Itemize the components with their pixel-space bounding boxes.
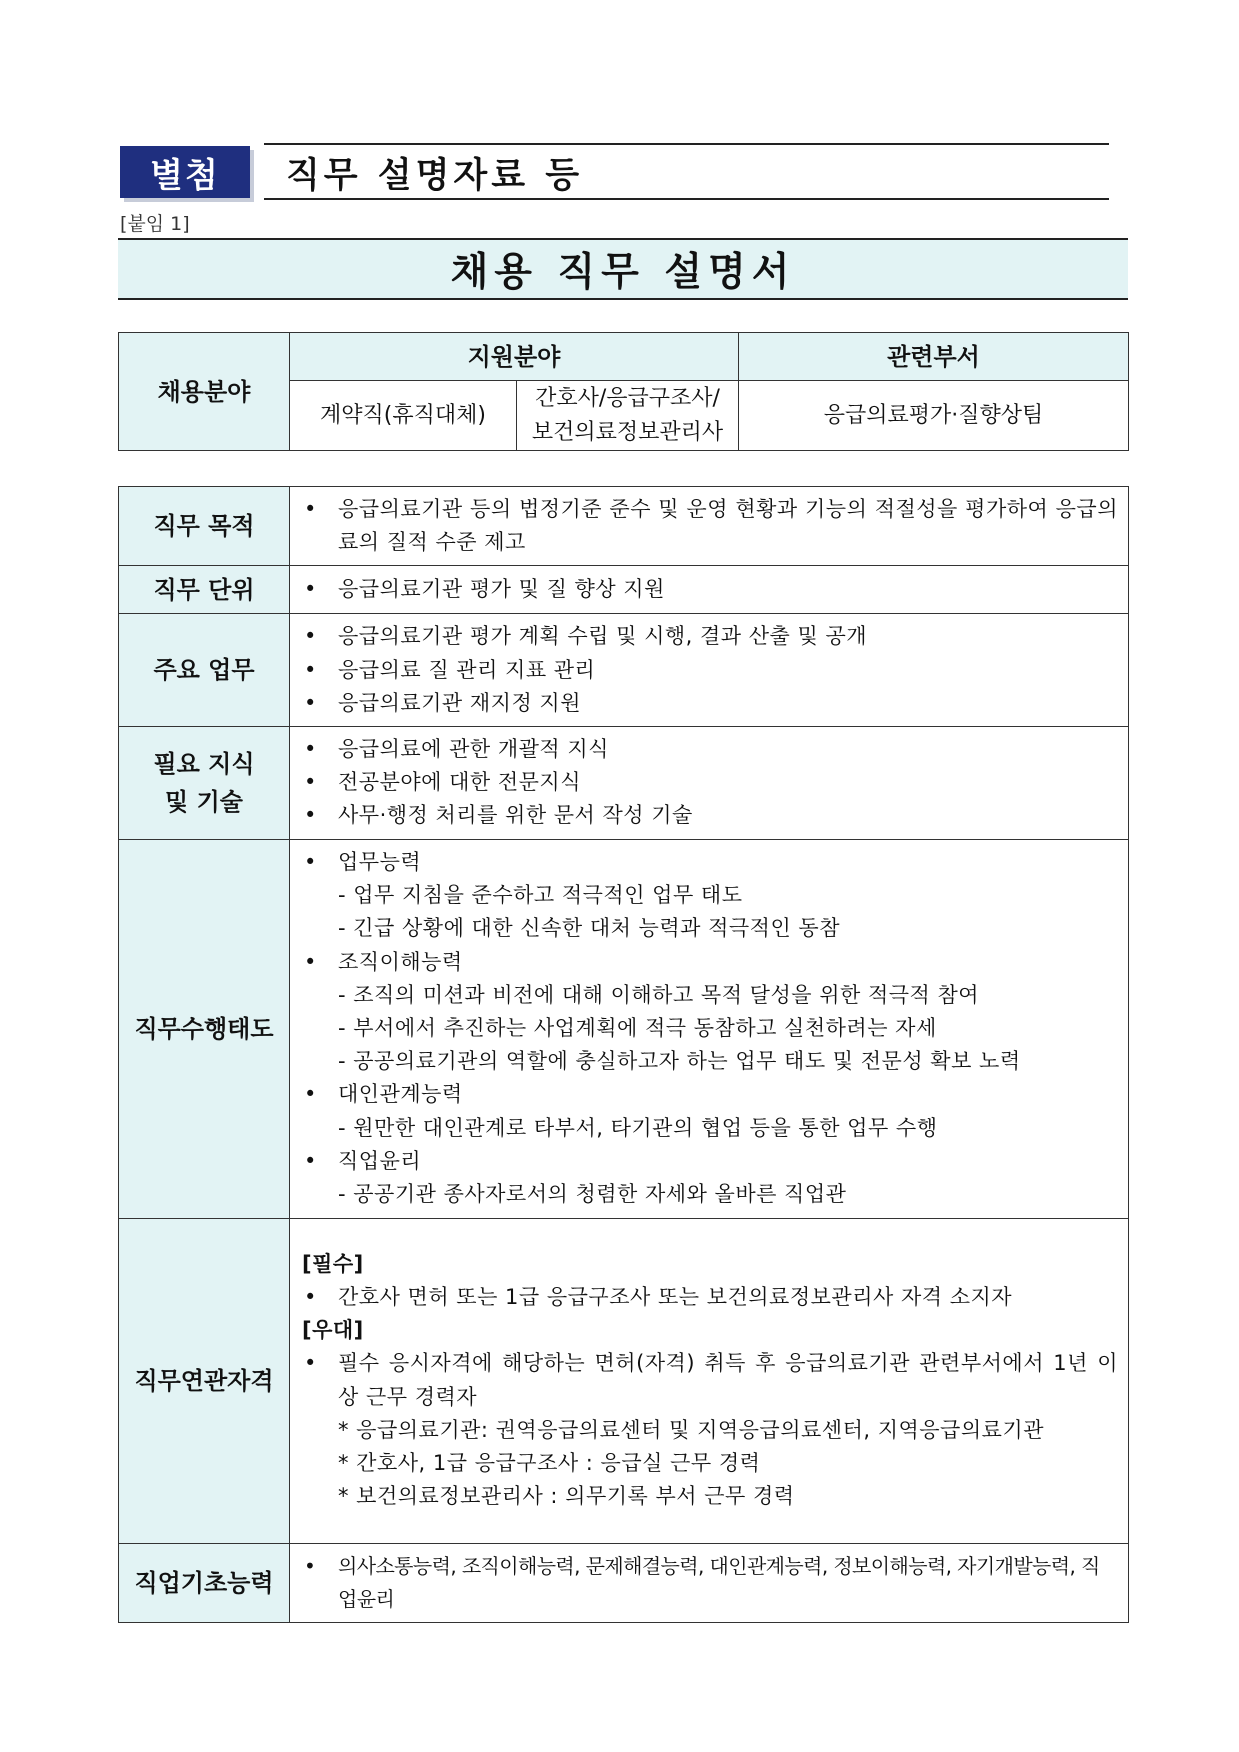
duty-item: • 응급의료기관 평가 계획 수립 및 시행, 결과 산출 및 공개: [302, 620, 1118, 653]
attitude-group-title: • 조직이해능력: [302, 946, 1118, 979]
attitude-sub-item: - 업무 지침을 준수하고 적극적인 업무 태도: [338, 883, 743, 908]
attachment-badge: 별첨: [120, 146, 250, 198]
job-field-line1: 간호사/응급구조사/: [535, 385, 720, 411]
preferred-item: • 필수 응시자격에 해당하는 면허(자격) 취득 후 응급의료기관 관련부서에서 1년 이상 근무 경력자: [302, 1347, 1118, 1413]
row-purpose: [119, 487, 1129, 566]
qualification-label: 직무연관자격: [119, 1218, 290, 1543]
knowledge-item: • 사무·행정 처리를 위한 문서 작성 기술: [302, 799, 1118, 832]
basic-competency-label: 직업기초능력: [119, 1543, 290, 1622]
purpose-text: • 응급의료기관 등의 법정기준 준수 및 운영 현황과 기능의 적절성을 평가하여 응급의료의 질적 수준 제고: [302, 493, 1118, 559]
qualification-note: * 응급의료기관: 권역응급의료센터 및 지역응급의료센터, 지역응급의료기관: [338, 1417, 1044, 1442]
knowledge-item: • 전공분야에 대한 전문지식: [302, 766, 1118, 799]
attitude-sub-item: - 공공의료기관의 역할에 충실하고자 하는 업무 태도 및 전문성 확보 노력: [338, 1049, 1021, 1074]
attitude-sub-item: - 공공기관 종사자로서의 청렴한 자세와 올바른 직업관: [338, 1182, 847, 1207]
basic-competency-text: • 의사소통능력, 조직이해능력, 문제해결능력, 대인관계능력, 정보이해능력, 자기개발능력, 직업윤리: [302, 1550, 1118, 1616]
department-value: 응급의료평가·질향상팀: [739, 381, 1129, 451]
job-field-line2: 보건의료정보관리사: [531, 419, 724, 445]
duties-label: 주요 업무: [119, 614, 290, 727]
section-title: 직무 설명자료 등: [286, 156, 584, 196]
required-heading: [필수]: [302, 1251, 364, 1276]
attitude-sub-item: - 조직의 미션과 비전에 대해 이해하고 목적 달성을 위한 적극적 참여: [338, 982, 980, 1007]
job-description-table: [118, 486, 1129, 1623]
field-header: 지원분야: [290, 333, 739, 381]
qualification-note: * 보건의료정보관리사 : 의무기록 부서 근무 경력: [338, 1484, 795, 1509]
department-header: 관련부서: [739, 333, 1129, 381]
attitude-group-title: • 대인관계능력: [302, 1078, 1118, 1111]
attitude-sub-item: - 긴급 상황에 대한 신속한 대처 능력과 적극적인 동참: [338, 916, 840, 941]
qualification-note: * 간호사, 1급 응급구조사 : 응급실 근무 경력: [338, 1451, 761, 1476]
knowledge-label-line2: 및 기술: [165, 787, 243, 816]
unit-text: • 응급의료기관 평가 및 질 향상 지원: [302, 573, 1118, 606]
attitude-sub-item: - 부서에서 추진하는 사업계획에 적극 동참하고 실천하려는 자세: [338, 1016, 937, 1041]
document-title: 채용 직무 설명서: [118, 238, 1128, 300]
attitude-group-title: • 업무능력: [302, 846, 1118, 879]
header-rule-bottom: [264, 198, 1109, 200]
row-qualification: [119, 1218, 1129, 1543]
row-attitude: [119, 839, 1129, 1218]
attitude-group-title: • 직업윤리: [302, 1145, 1118, 1178]
employment-type: 계약직(휴직대체): [290, 381, 517, 451]
attitude-label: 직무수행태도: [119, 839, 290, 1218]
knowledge-label: [119, 727, 290, 840]
preferred-heading: [우대]: [302, 1318, 364, 1343]
unit-label: 직무 단위: [119, 566, 290, 614]
recruit-label: 채용분야: [119, 333, 290, 451]
row-basic-competency: [119, 1543, 1129, 1622]
recruitment-table: [118, 332, 1129, 451]
job-field: [517, 381, 739, 451]
attachment-label: [붙임 1]: [120, 213, 190, 235]
knowledge-item: • 응급의료에 관한 개괄적 지식: [302, 733, 1118, 766]
attitude-sub-item: - 원만한 대인관계로 타부서, 타기관의 협업 등을 통한 업무 수행: [338, 1115, 938, 1140]
header-rule-top: [264, 143, 1109, 145]
row-duties: [119, 614, 1129, 727]
row-knowledge: [119, 727, 1129, 840]
row-unit: [119, 566, 1129, 614]
knowledge-label-line1: 필요 지식: [153, 749, 255, 778]
duty-item: • 응급의료 질 관리 지표 관리: [302, 654, 1118, 687]
duty-item: • 응급의료기관 재지정 지원: [302, 687, 1118, 720]
required-item: • 간호사 면허 또는 1급 응급구조사 또는 보건의료정보관리사 자격 소지자: [302, 1281, 1118, 1314]
purpose-label: 직무 목적: [119, 487, 290, 566]
